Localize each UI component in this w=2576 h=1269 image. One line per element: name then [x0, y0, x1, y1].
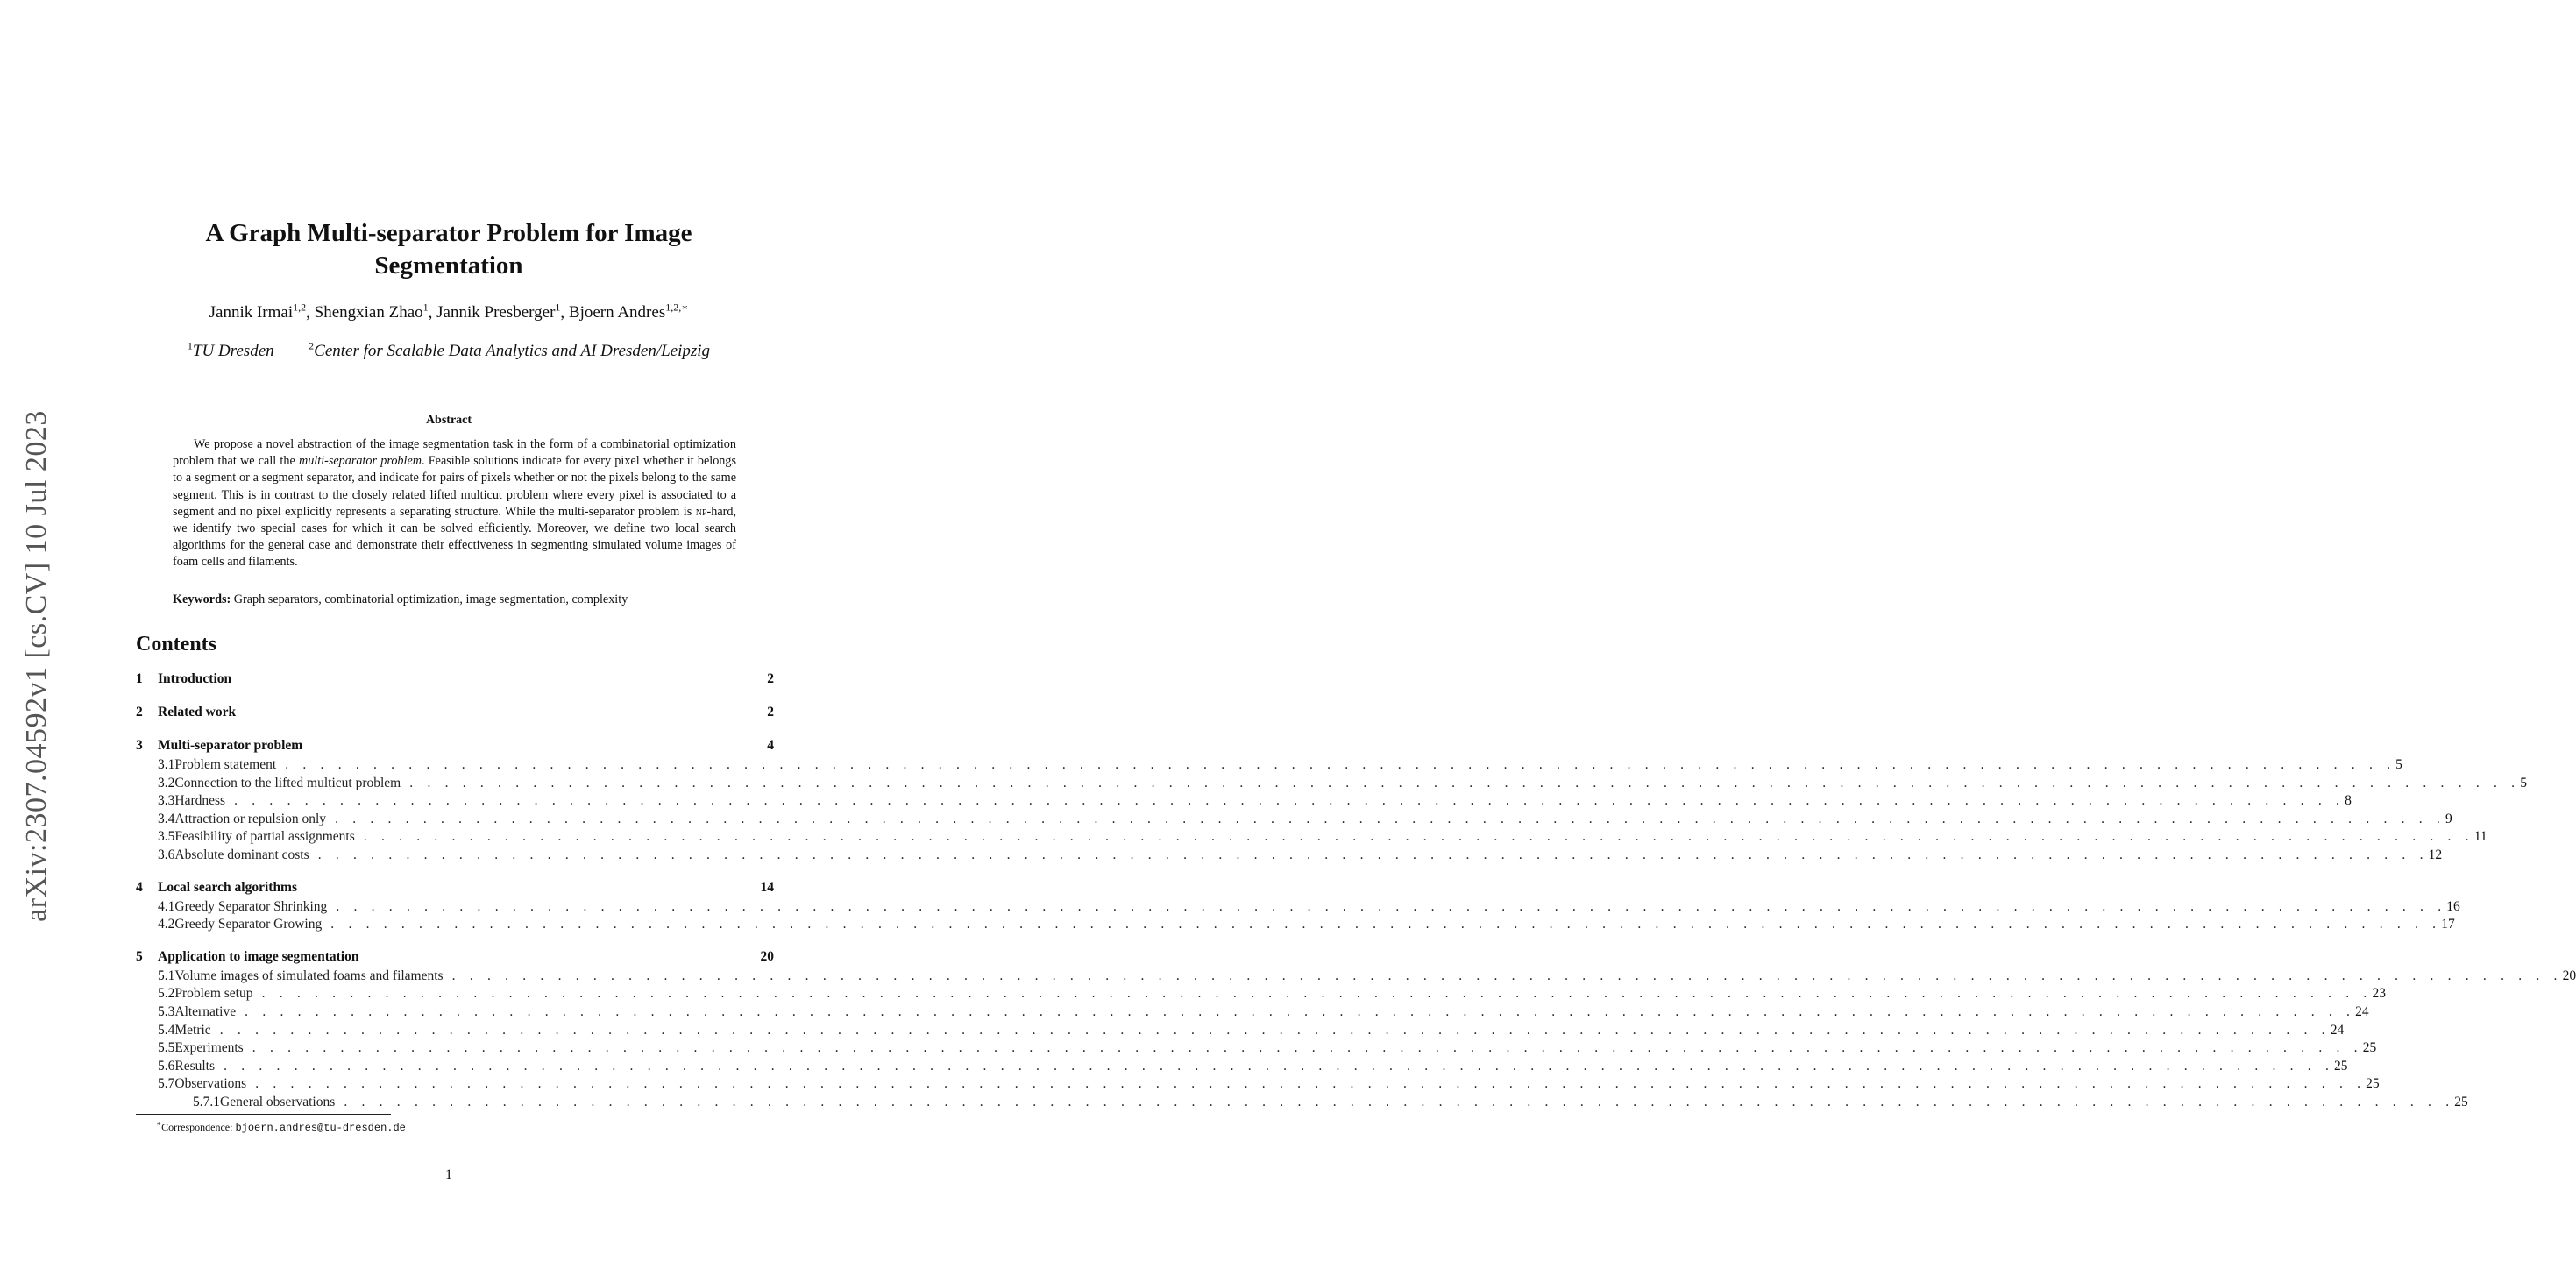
toc-subsection[interactable] [136, 1094, 2468, 1113]
toc-subsection-page: 5 [2520, 775, 2527, 790]
toc-section-number: 5 [136, 948, 143, 964]
email-link[interactable]: bjoern.andres@tu-dresden.de [235, 1122, 406, 1134]
author-list: Jannik Irmai$^{1,2}$, Shengxian Zhao$^1$, Jannik Presberger$^1$, Bjoern Andres$^{1,2,∗}$ [209, 301, 689, 323]
toc-subsection[interactable] [136, 1040, 2377, 1059]
toc-subsection-title: Metric [174, 1022, 211, 1038]
keywords-text: Graph separators, combinatorial optimization, image segmentation, complexity [233, 592, 628, 606]
affiliation: $^2$Center for Scalable Data Analytics and AI Dresden/Leipzig [309, 340, 711, 361]
toc-leader-dots: Experiments . . . . . . . . . . . . . . . . . . . . . . . . . . . . . . . . . . . . . . . . . . . . . . . . . . . . . . . . . . . . . . . . . . . . . . . . . . . . . . . . . . . . . . . . . . . . . . . . . . . . . . . . . . . . . . . . . . . . . . . . [174, 1040, 2363, 1056]
toc-subsection-number: 5.6 [158, 1058, 175, 1074]
toc-subsection[interactable] [136, 757, 2402, 776]
toc-section[interactable] [136, 949, 774, 968]
arxiv-identifier: arXiv:2307.04592v1 [cs.CV] 10 Jul 2023 [20, 410, 53, 922]
toc-subsection-page: 24 [2330, 1022, 2345, 1038]
author: Shengxian Zhao$^1$ [314, 301, 429, 323]
toc-subsection-page: 25 [2334, 1058, 2348, 1074]
toc-leader-dots: Observations . . . . . . . . . . . . . . . . . . . . . . . . . . . . . . . . . . . . . . . . . . . . . . . . . . . . . . . . . . . . . . . . . . . . . . . . . . . . . . . . . . . . . . . . . . . . . . . . . . . . . . . . . . . . . . . . . . . . . . . . [174, 1076, 2367, 1092]
toc-subsection-title: Experiments [174, 1040, 244, 1056]
toc-leader-dots: Greedy Separator Shrinking . . . . . . . . . . . . . . . . . . . . . . . . . . . . . . . . . . . . . . . . . . . . . . . . . . . . . . . . . . . . . . . . . . . . . . . . . . . . . . . . . . . . . . . . . . . . . . . . . . . . . . . . . . . . . . . . . . . . . . . . [174, 898, 2447, 914]
toc-subsection-number: 3.2 [158, 775, 175, 790]
toc-subsection-page: 24 [2355, 1003, 2369, 1019]
toc-subsection-title: Results [174, 1058, 216, 1074]
footnote: ∗Correspondence: bjoern.andres@tu-dresden.de [156, 1119, 406, 1134]
toc-section-page: 2 [767, 671, 774, 686]
toc-subsection-number: 5.4 [158, 1022, 175, 1038]
toc-leader-dots: Feasibility of partial assignments . . . . . . . . . . . . . . . . . . . . . . . . . . . . . . . . . . . . . . . . . . . . . . . . . . . . . . . . . . . . . . . . . . . . . . . . . . . . . . . . . . . . . . . . . . . . . . . . . . . . . . . . . . . . . . . . . . . . . . . . [174, 829, 2474, 845]
toc-subsection-number: 4.2 [158, 917, 175, 932]
toc-subsection-number: 5.2 [158, 986, 175, 1002]
toc-section-page: 20 [760, 948, 774, 964]
paper-title [0, 217, 898, 282]
toc-subsection[interactable] [136, 898, 2460, 918]
toc-subsection-title: Attraction or repulsion only [174, 811, 326, 826]
toc-subsection-page: 12 [2428, 847, 2443, 862]
table-of-contents [136, 671, 2576, 1113]
toc-section-page: 14 [760, 879, 774, 895]
toc-section-number: 2 [136, 705, 143, 720]
toc-subsection-page: 8 [2345, 793, 2352, 809]
toc-subsection-page: 20 [2562, 968, 2576, 983]
affiliations [0, 340, 898, 361]
toc-subsection[interactable] [136, 968, 2576, 987]
toc-subsection-number: 3.1 [158, 757, 175, 772]
keywords-label: Keywords: [173, 592, 231, 606]
toc-subsection[interactable] [136, 1022, 2345, 1041]
toc-subsection-title: Greedy Separator Shrinking [174, 898, 328, 914]
toc-section-page: 2 [767, 705, 774, 720]
toc-subsection[interactable] [136, 775, 2527, 794]
toc-leader-dots: Results . . . . . . . . . . . . . . . . . . . . . . . . . . . . . . . . . . . . . . . . . . . . . . . . . . . . . . . . . . . . . . . . . . . . . . . . . . . . . . . . . . . . . . . . . . . . . . . . . . . . . . . . . . . . . . . . . . . . . . . . [174, 1058, 2335, 1074]
toc-subsection[interactable] [136, 847, 2443, 866]
abstract-heading: Abstract [425, 414, 472, 427]
toc-subsection[interactable] [136, 1076, 2380, 1095]
contents-heading: Contents [136, 633, 217, 656]
toc-subsection-number: 3.5 [158, 829, 175, 845]
toc-section-title: Application to image segmentation [158, 948, 359, 964]
toc-subsection-page: 9 [2445, 811, 2452, 826]
toc-section[interactable] [136, 738, 774, 757]
toc-subsection-title: Observations [174, 1076, 247, 1092]
toc-subsection-number: 5.7 [158, 1076, 175, 1092]
author: Jannik Presberger$^1$ [436, 301, 561, 323]
title-line-2: Segmentation [374, 252, 523, 280]
toc-leader-dots: Greedy Separator Growing . . . . . . . . . . . . . . . . . . . . . . . . . . . . . . . . . . . . . . . . . . . . . . . . . . . . . . . . . . . . . . . . . . . . . . . . . . . . . . . . . . . . . . . . . . . . . . . . . . . . . . . . . . . . . . . . . . . . . . . . [174, 917, 2442, 932]
toc-section[interactable] [136, 880, 774, 899]
toc-section[interactable] [136, 705, 774, 724]
toc-subsection-title: Problem setup [174, 986, 253, 1002]
toc-section-title: Multi-separator problem [158, 738, 303, 753]
toc-leader-dots: Attraction or repulsion only . . . . . . . . . . . . . . . . . . . . . . . . . . . . . . . . . . . . . . . . . . . . . . . . . . . . . . . . . . . . . . . . . . . . . . . . . . . . . . . . . . . . . . . . . . . . . . . . . . . . . . . . . . . . . . . . . . . . . . . . [174, 811, 2445, 826]
toc-subsection-title: Alternative [174, 1003, 237, 1019]
toc-subsection-number: 5.7.1 [193, 1094, 220, 1109]
toc-subsection[interactable] [136, 917, 2455, 935]
toc-subsection-title: Feasibility of partial assignments [174, 829, 355, 845]
affiliation: $^1$TU Dresden [187, 340, 274, 361]
toc-leader-dots: Alternative . . . . . . . . . . . . . . . . . . . . . . . . . . . . . . . . . . . . . . . . . . . . . . . . . . . . . . . . . . . . . . . . . . . . . . . . . . . . . . . . . . . . . . . . . . . . . . . . . . . . . . . . . . . . . . . . . . . . . . . . [174, 1003, 2356, 1019]
toc-subsection[interactable] [136, 829, 2487, 847]
abstract-text: We propose a novel abstraction of the image segmentation task in the form of a combinatorial optimization problem that we call the multi-separator problem. Feasible solutions indicate for every pixel whether it belongs to a segment or a segment separator, and indicate for pairs of pixels whether or not the pixels belong to the same segment. This is in contrast to the closely related lifted multicut problem where every pixel is associated to a segment and no pixel explicitly represents a separating structure. While the multi-separator problem is np-hard, we identify two special cases for which it can be solved efficiently. Moreover, we define two local search algorithms for the general case and demonstrate their effectiveness in segmenting simulated volume images of foam cells and filaments. [173, 437, 737, 570]
toc-subsection-page: 17 [2441, 917, 2455, 932]
toc-subsection-page: 23 [2372, 986, 2386, 1002]
toc-leader-dots: Hardness . . . . . . . . . . . . . . . . . . . . . . . . . . . . . . . . . . . . . . . . . . . . . . . . . . . . . . . . . . . . . . . . . . . . . . . . . . . . . . . . . . . . . . . . . . . . . . . . . . . . . . . . . . . . . . . . . . . . . . . . [174, 793, 2345, 809]
toc-subsection[interactable] [136, 811, 2452, 830]
toc-subsection-title: Absolute dominant costs [174, 847, 309, 862]
toc-leader-dots: Connection to the lifted multicut problem . . . . . . . . . . . . . . . . . . . . . . . . . . . . . . . . . . . . . . . . . . . . . . . . . . . . . . . . . . . . . . . . . . . . . . . . . . . . . . . . . . . . . . . . . . . . . . . . . . . . . . . . . . . . . . . . . . . . . . . . [174, 775, 2521, 790]
footnote-rule [136, 1114, 391, 1115]
page-number: 1 [445, 1167, 452, 1182]
toc-subsection-page: 25 [2362, 1040, 2377, 1056]
toc-subsection-title: Volume images of simulated foams and filaments [174, 968, 444, 983]
toc-subsection-page: 25 [2454, 1094, 2468, 1109]
toc-subsection-number: 5.3 [158, 1003, 175, 1019]
toc-subsection-page: 11 [2473, 829, 2487, 845]
toc-section-page: 4 [767, 738, 774, 753]
toc-section-number: 1 [136, 671, 143, 686]
toc-subsection[interactable] [136, 1058, 2348, 1077]
toc-subsection[interactable] [136, 1003, 2369, 1023]
toc-subsection-title: Greedy Separator Growing [174, 917, 323, 932]
toc-subsection-page: 5 [2395, 757, 2402, 772]
author: Jannik Irmai$^{1,2}$ [209, 301, 307, 323]
toc-subsection-number: 3.4 [158, 811, 175, 826]
toc-subsection-number: 5.1 [158, 968, 175, 983]
toc-leader-dots: Metric . . . . . . . . . . . . . . . . . . . . . . . . . . . . . . . . . . . . . . . . . . . . . . . . . . . . . . . . . . . . . . . . . . . . . . . . . . . . . . . . . . . . . . . . . . . . . . . . . . . . . . . . . . . . . . . . . . . . . . . . [174, 1022, 2331, 1038]
toc-section-number: 3 [136, 738, 143, 753]
toc-subsection-title: Connection to the lifted multicut problem [174, 775, 401, 790]
toc-subsection-number: 5.5 [158, 1040, 175, 1056]
toc-subsection[interactable] [136, 793, 2352, 812]
toc-leader-dots: Problem setup . . . . . . . . . . . . . . . . . . . . . . . . . . . . . . . . . . . . . . . . . . . . . . . . . . . . . . . . . . . . . . . . . . . . . . . . . . . . . . . . . . . . . . . . . . . . . . . . . . . . . . . . . . . . . . . . . . . . . . . . [174, 986, 2373, 1002]
author: Bjoern Andres$^{1,2,∗}$ [568, 301, 689, 323]
toc-leader-dots: General observations . . . . . . . . . . . . . . . . . . . . . . . . . . . . . . . . . . . . . . . . . . . . . . . . . . . . . . . . . . . . . . . . . . . . . . . . . . . . . . . . . . . . . . . . . . . . . . . . . . . . . . . . . . . . . . . . . . . . . . . . [220, 1094, 2455, 1109]
toc-section-number: 4 [136, 879, 143, 895]
toc-subsection-title: General observations [220, 1094, 336, 1109]
toc-subsection-title: Problem statement [174, 757, 277, 772]
toc-section-title: Introduction [158, 671, 232, 686]
toc-section-title: Local search algorithms [158, 879, 298, 895]
toc-leader-dots: Problem statement . . . . . . . . . . . . . . . . . . . . . . . . . . . . . . . . . . . . . . . . . . . . . . . . . . . . . . . . . . . . . . . . . . . . . . . . . . . . . . . . . . . . . . . . . . . . . . . . . . . . . . . . . . . . . . . . . . . . . . . . [174, 757, 2396, 772]
toc-subsection-page: 16 [2446, 898, 2460, 914]
toc-subsection-title: Hardness [174, 793, 226, 809]
arxiv-sidebar [0, 0, 70, 1269]
title-line-1: A Graph Multi-separator Problem for Image [205, 219, 692, 247]
keywords [173, 592, 736, 607]
toc-section-title: Related work [158, 705, 237, 720]
toc-subsection[interactable] [136, 986, 2386, 1004]
toc-leader-dots: Volume images of simulated foams and filaments . . . . . . . . . . . . . . . . . . . . . . . . . . . . . . . . . . . . . . . . . . . . . . . . . . . . . . . . . . . . . . . . . . . . . . . . . . . . . . . . . . . . . . . . . . . . . . . . . . . . . . . . . . . . . . . . . . . . . . . . [174, 968, 2563, 983]
toc-section[interactable] [136, 671, 774, 691]
toc-subsection-number: 3.3 [158, 793, 175, 809]
toc-subsection-page: 25 [2366, 1076, 2380, 1092]
toc-subsection-number: 4.1 [158, 898, 175, 914]
toc-subsection-number: 3.6 [158, 847, 175, 862]
toc-leader-dots: Absolute dominant costs . . . . . . . . . . . . . . . . . . . . . . . . . . . . . . . . . . . . . . . . . . . . . . . . . . . . . . . . . . . . . . . . . . . . . . . . . . . . . . . . . . . . . . . . . . . . . . . . . . . . . . . . . . . . . . . . . . . . . . . . [174, 847, 2429, 862]
